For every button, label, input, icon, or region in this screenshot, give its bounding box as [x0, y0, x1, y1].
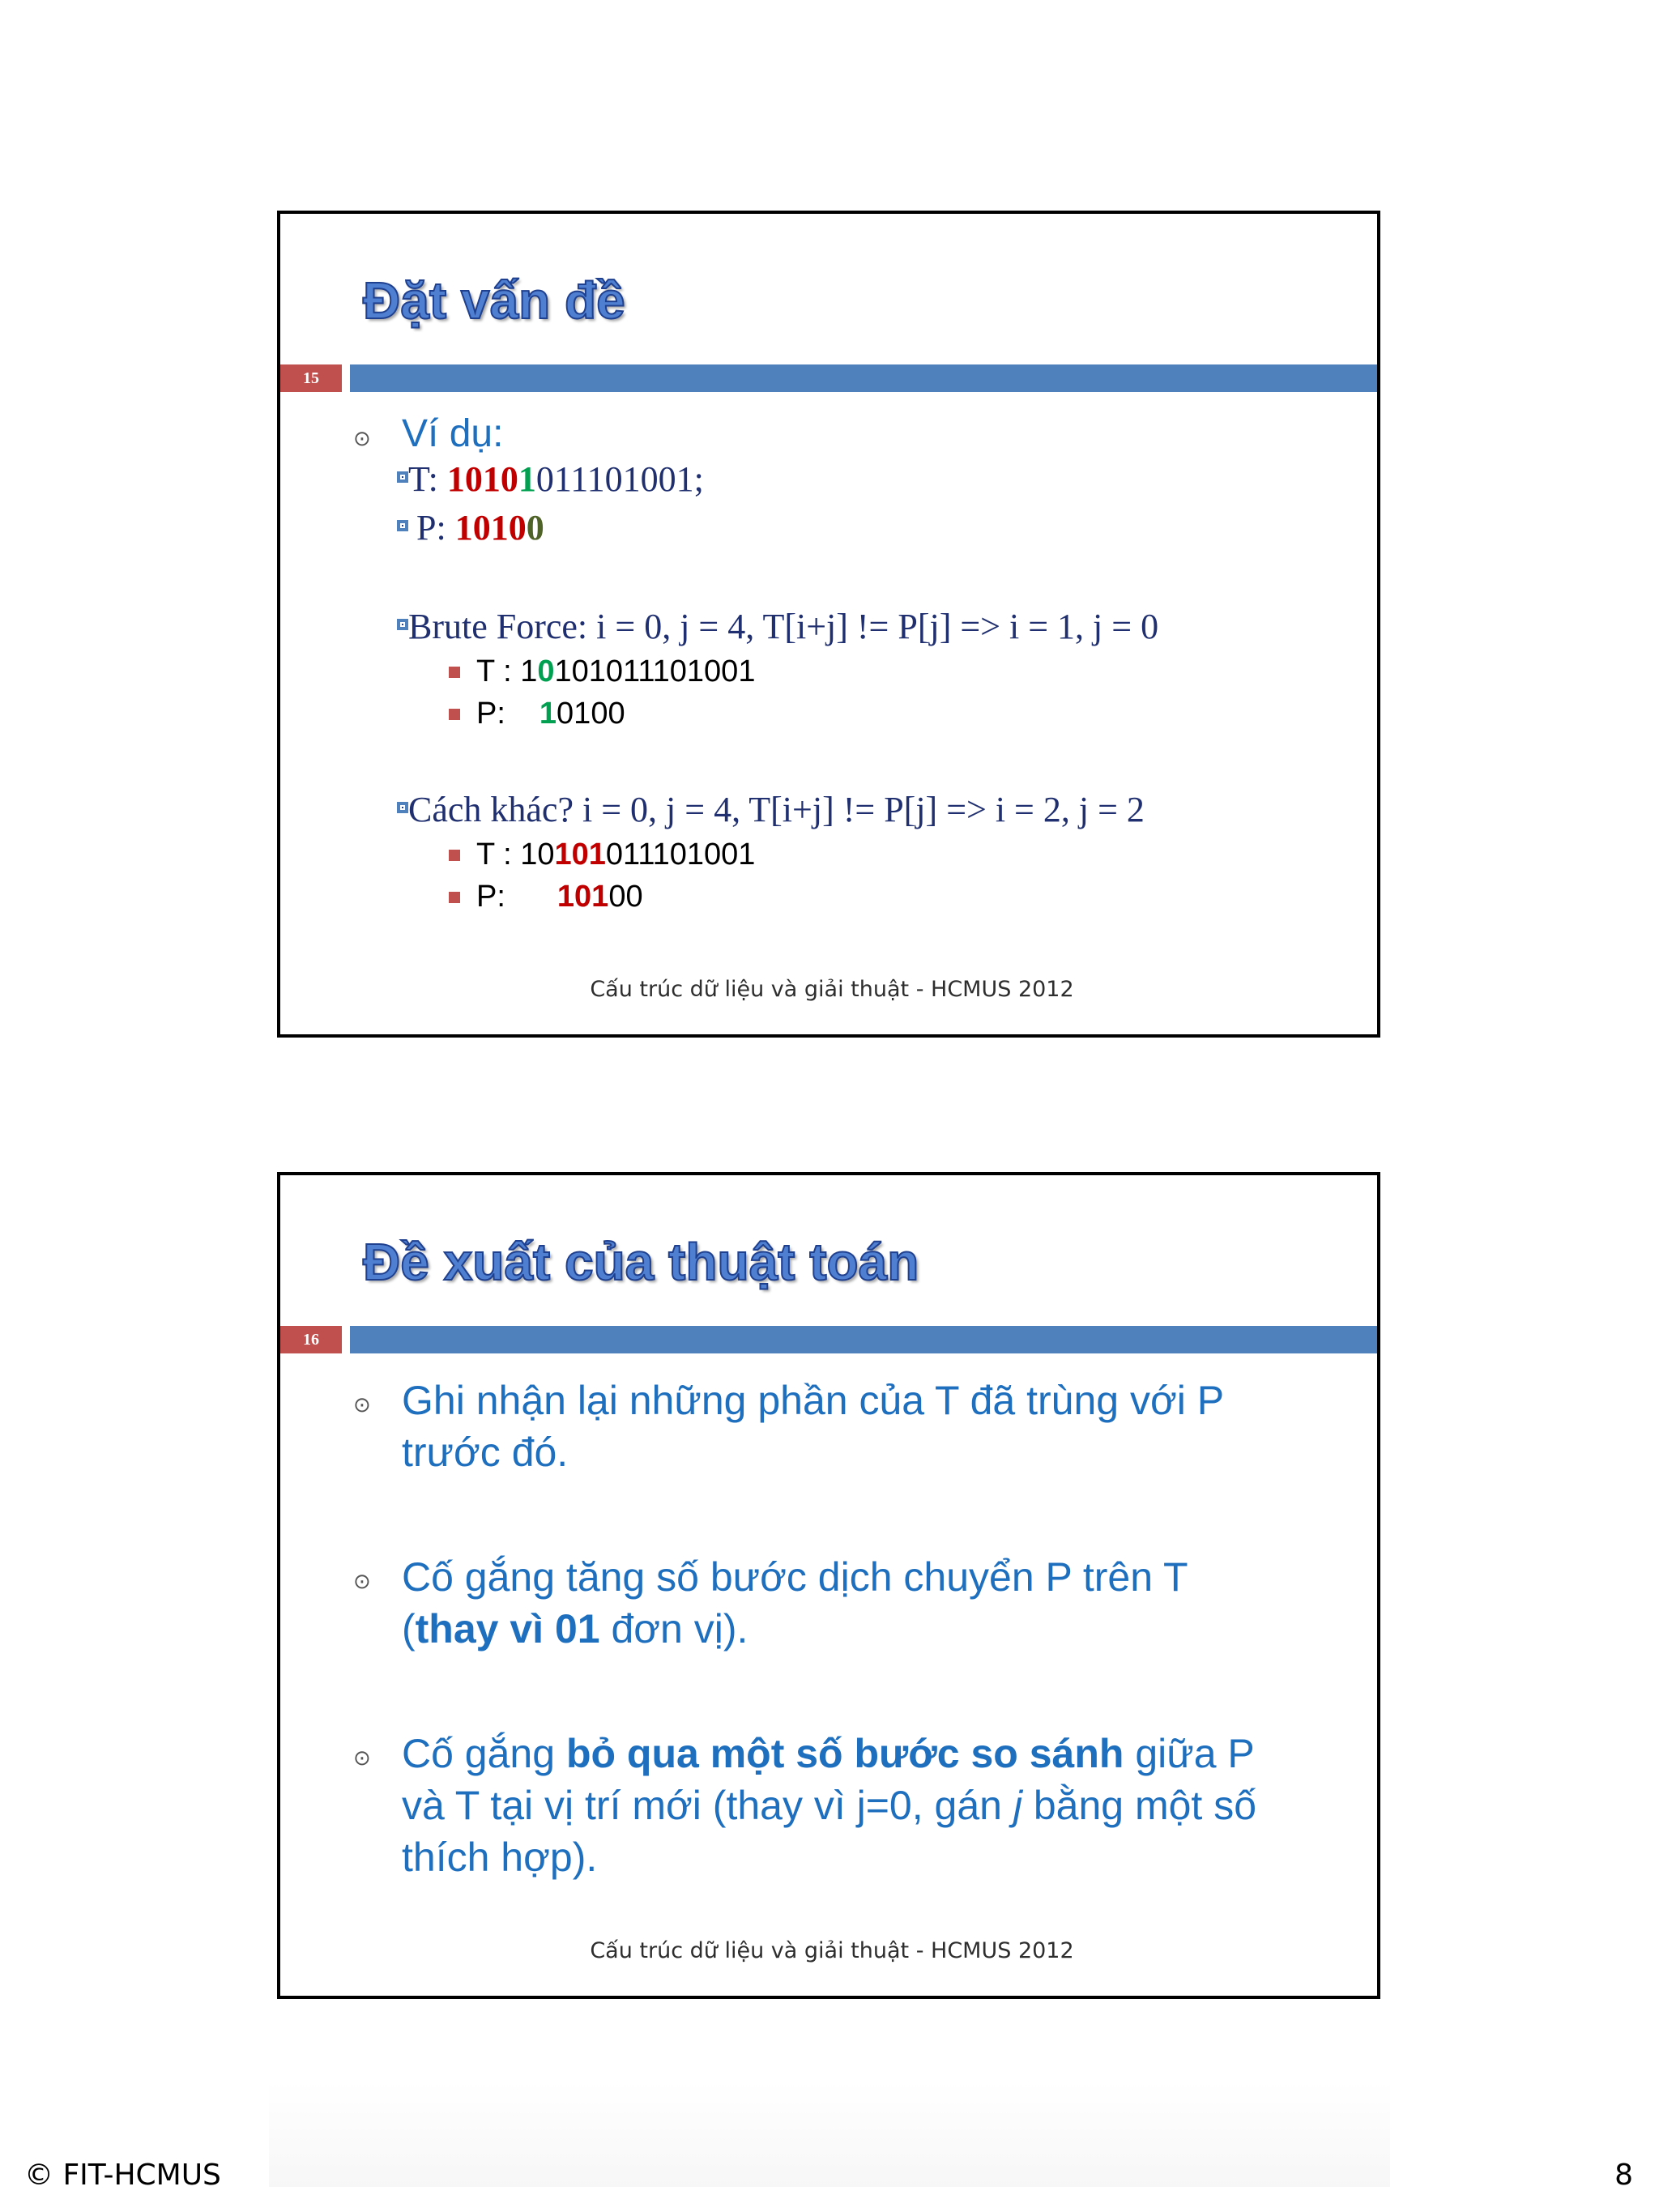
copyright-text: © FIT-HCMUS	[24, 2159, 221, 2192]
sub-bullet-t	[408, 457, 704, 502]
circle-bullet-icon: ⊙	[353, 1569, 371, 1593]
bullet-text: Ví dụ:	[402, 412, 504, 455]
p-mismatch: 0	[526, 508, 544, 548]
red-square-bullet-icon	[449, 892, 460, 903]
bullet-1-line-1: Ghi nhận lại những phần của T đã trùng với P	[402, 1378, 1225, 1423]
sub-bullet-p	[416, 505, 544, 551]
ow-p-line: P: 10100	[476, 877, 643, 916]
p-matched: 1010	[454, 508, 527, 548]
ow-t-line: T : 10101011101001	[476, 835, 755, 874]
bf-t-line: T : 10101011101001	[476, 652, 755, 691]
slide-footer: Cấu trúc dữ liệu và giải thuật - HCMUS 2012	[590, 1938, 1074, 1963]
t-matched: 1010	[446, 459, 518, 499]
square-bullet-icon	[397, 471, 408, 483]
slide-title: Đề xuất của thuật toán	[363, 1233, 919, 1291]
circle-bullet-icon: ⊙	[353, 1392, 371, 1417]
bullet-3-line-3: thích hợp).	[402, 1835, 598, 1880]
red-square-bullet-icon	[449, 709, 460, 720]
page-shadow	[269, 2082, 1390, 2187]
square-bullet-icon	[397, 520, 408, 531]
t-mismatch: 1	[518, 459, 536, 499]
bf-p-line: P: 10100	[476, 694, 625, 733]
t-rest: 011101001;	[535, 459, 704, 499]
bullet-3-line-2: và T tại vị trí mới (thay vì j=0, gán j bằng một số	[402, 1783, 1257, 1828]
bullet-2-line-2: (thay vì 01 đơn vị).	[402, 1606, 748, 1652]
bullet-3-line-1: Cố gắng bỏ qua một số bước so sánh giữa P	[402, 1731, 1255, 1776]
slide-number: 15	[280, 364, 342, 392]
sub-bullet-brute-force	[408, 604, 1158, 650]
square-bullet-icon	[397, 619, 408, 630]
sub-bullet-other-way	[408, 787, 1145, 833]
red-square-bullet-icon	[449, 850, 460, 861]
slide-title: Đặt vấn đề	[363, 271, 625, 330]
bullet-2-line-1: Cố gắng tăng số bước dịch chuyển P trên T	[402, 1554, 1188, 1600]
other-way-text: Cách khác? i = 0, j = 4, T[i+j] != P[j] => i = 2, j = 2	[408, 790, 1145, 829]
page-number: 8	[1614, 2159, 1633, 2192]
title-divider-bar	[350, 1326, 1377, 1353]
circle-bullet-icon: ⊙	[353, 426, 371, 450]
slide-number: 16	[280, 1326, 342, 1353]
brute-force-text: Brute Force: i = 0, j = 4, T[i+j] != P[j] => i = 1, j = 0	[408, 607, 1159, 646]
square-bullet-icon	[397, 802, 408, 813]
p-prefix: P:	[416, 508, 455, 548]
slide-16	[277, 1172, 1380, 1999]
bullet-1-line-2: trước đó.	[402, 1430, 569, 1475]
slide-15	[277, 211, 1380, 1038]
title-divider-bar	[350, 364, 1377, 392]
t-prefix: T:	[408, 459, 447, 499]
red-square-bullet-icon	[449, 667, 460, 678]
slide-footer: Cấu trúc dữ liệu và giải thuật - HCMUS 2012	[590, 977, 1074, 1002]
circle-bullet-icon: ⊙	[353, 1745, 371, 1770]
